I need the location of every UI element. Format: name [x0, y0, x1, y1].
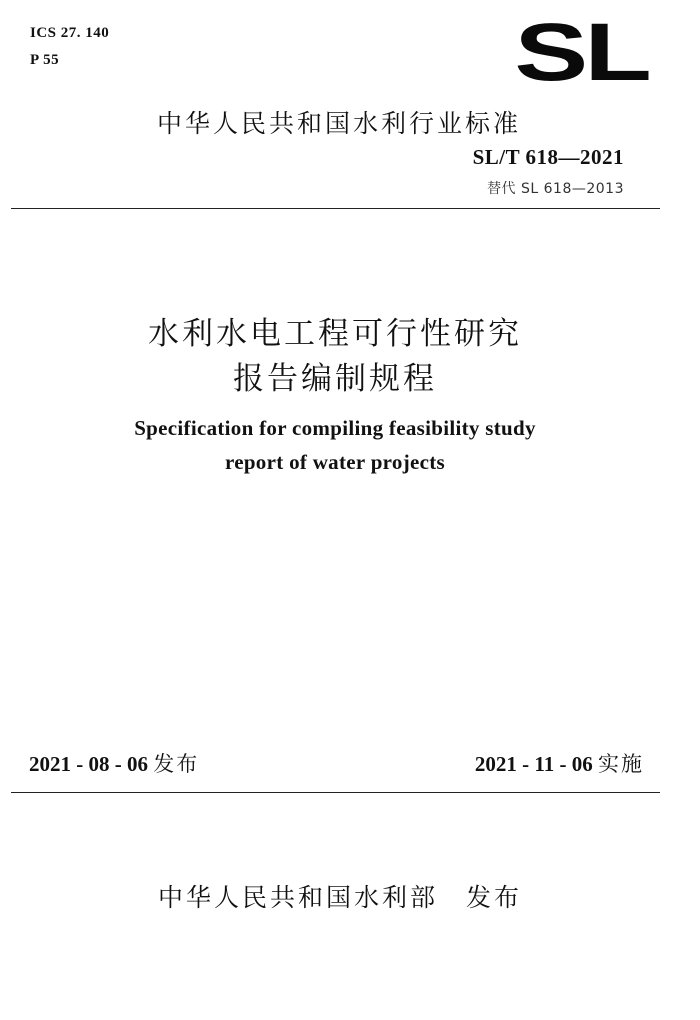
title-english-line-1: Specification for compiling feasibility study — [134, 416, 536, 440]
publish-label: 发布 — [153, 752, 200, 776]
title-chinese-line-2: 报告编制规程 — [233, 361, 437, 397]
publish-date-value: 2021 - 08 - 06 — [29, 752, 148, 776]
title-english-line-2: report of water projects — [224, 450, 446, 474]
replaces-note: 替代 SL 618—2013 — [487, 181, 624, 197]
bottom-divider — [11, 792, 660, 793]
title-chinese-line-1: 水利水电工程可行性研究 — [148, 316, 522, 352]
publish-date — [29, 748, 199, 778]
top-divider — [11, 208, 660, 209]
implement-label: 实施 — [598, 752, 644, 776]
sl-logo: SL — [514, 7, 648, 98]
issuer: 中华人民共和国水利部 发布 — [158, 883, 523, 912]
standard-number: SL/T 618—2021 — [472, 145, 624, 169]
implement-date — [475, 748, 644, 778]
ccs-code: P 55 — [30, 52, 60, 68]
standard-category: 中华人民共和国水利行业标准 — [157, 109, 522, 138]
implement-date-value: 2021 - 11 - 06 — [474, 752, 593, 776]
ics-code: ICS 27. 140 — [30, 25, 110, 41]
